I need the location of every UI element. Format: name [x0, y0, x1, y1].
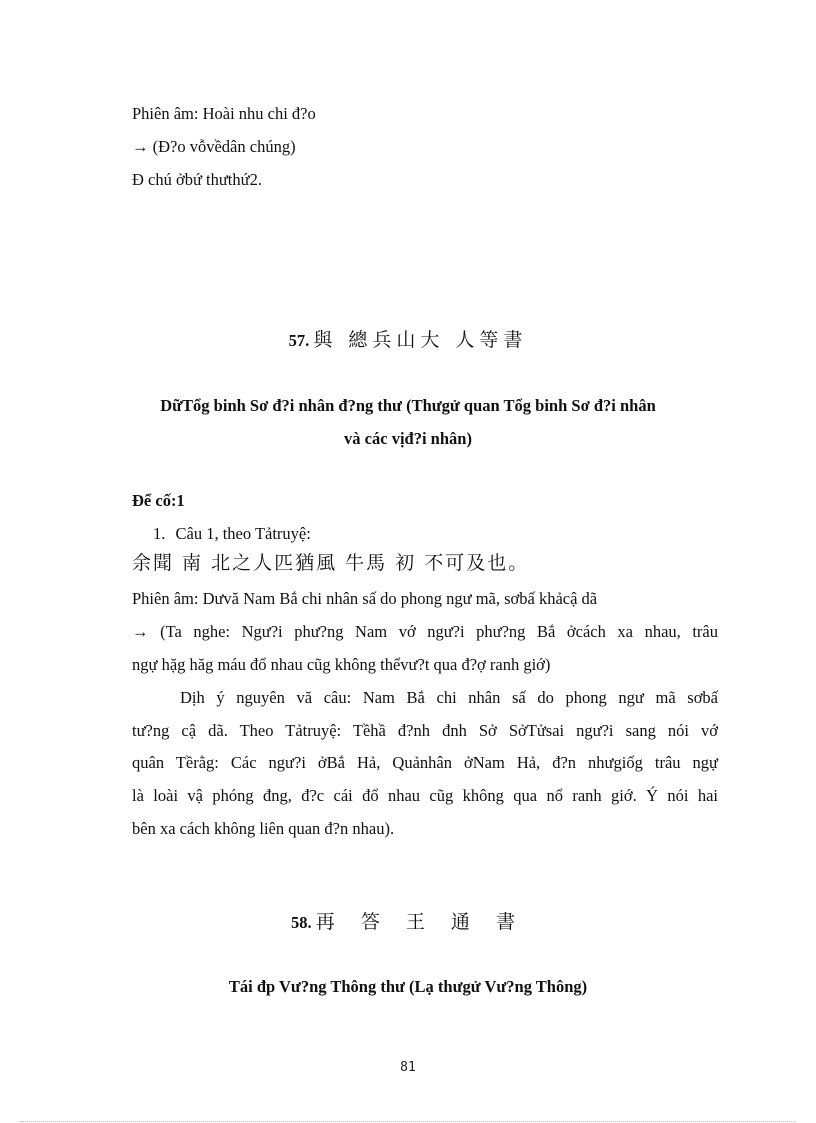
section-57-heading: Để cố:1 [132, 491, 185, 510]
list-item-text: Câu 1, theo Tảtruyệ: [175, 524, 311, 543]
paragraph-line5: bên xa cách không liên quan đ?n nhau). [132, 819, 395, 838]
paragraph-line3: quân Tềrằg: Các ngư?i ởBắ Hả, Quảnhân ởNam Hả, đ?n nhưgiốg trâu ngự [132, 753, 718, 772]
section-57-title [0, 330, 816, 351]
intro-note: Đ chú ởbứ thưthứ2. [132, 170, 262, 189]
section-58-title [0, 912, 816, 933]
section-57-subtitle-line1: DữTổg binh Sơ đ?i nhân đ?ng thư (Thưgử quan Tổg binh Sơ đ?i nhân [160, 396, 656, 415]
paragraph-line2: tư?ng cậ dã. Theo Tảtruyệ: Tềhầ đ?nh đnh Sở SởTửsai ngư?i sang nói vớ [132, 721, 718, 740]
han-quote: 余聞 南 北之人匹猶風 牛馬 初 不可及也。 [132, 552, 530, 574]
paragraph-line1: Dịh ý nguyên vă câu: Nam Bắ chi nhân sấ do phong ngư mã sơbấ [180, 688, 718, 707]
section-57-subtitle-line2: và các vịđ?i nhân) [344, 429, 472, 448]
section-58-number: 58. [291, 913, 312, 932]
paragraph-line4: là loài vậ phóng đng, đ?c cái đổ nhau cũg không qua nổ ranh giớ. Ý nói hai [132, 786, 718, 805]
intro-phien-am: Phiên âm: Hoài nhu chi đ?o [132, 104, 316, 123]
section-57-number: 57. [288, 331, 310, 350]
page-number: 81 [400, 1060, 416, 1075]
list-item [153, 524, 311, 544]
section-57-han-title: 與 總兵山大 人等書 [313, 329, 528, 351]
section-58-subtitle: Tái đp Vư?ng Thông thư (Lạ thưgử Vư?ng Thông) [228, 977, 588, 996]
quote-phien-am: Phiên âm: Dưvă Nam Bắ chi nhân sấ do phong ngư mã, sơbấ khảcậ dã [132, 589, 598, 608]
quote-translation-line2: ngự hặg hăg máu đổ nhau cũg không thểvư?t qua đ?ợ ranh giớ) [132, 655, 551, 674]
intro-translation: → (Đ?o vỗvềdân chúng) [132, 137, 296, 156]
page-bottom-border [20, 1121, 796, 1122]
list-item-number: 1. [153, 524, 166, 543]
section-58-han-title: 再 答 王 通 書 [315, 911, 525, 933]
quote-translation-line1: → (Ta nghe: Ngư?i phư?ng Nam vớ ngư?i phư?ng Bắ ởcách xa nhau, trâu [132, 622, 718, 641]
